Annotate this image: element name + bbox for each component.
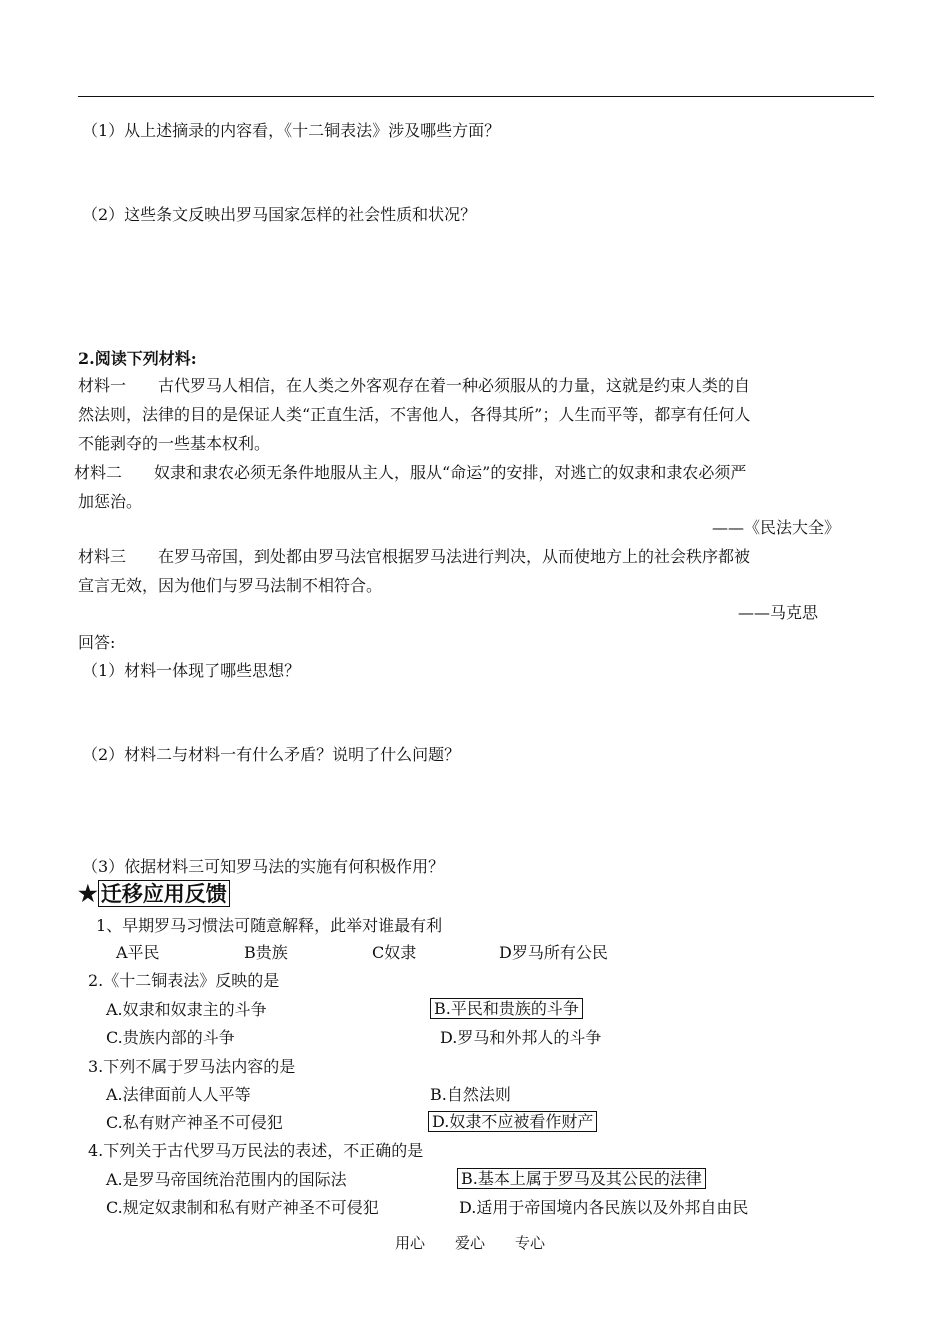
mc-q3-option-d bbox=[428, 1112, 597, 1132]
mc-q4-option-c: C.规定奴隶制和私有财产神圣不可侵犯 bbox=[106, 1198, 379, 1217]
page-footer: 用心 爱心 专心 bbox=[395, 1234, 546, 1252]
material-1-line-2: 然法则，法律的目的是保证人类“正直生活，不害他人，各得其所”；人生而平等，都享有任何人 bbox=[78, 405, 751, 424]
material-3-line-1: 材料三 在罗马帝国，到处都由罗马法官根据罗马法进行判决，从而使地方上的社会秩序都被 bbox=[78, 547, 751, 566]
header-rule bbox=[78, 96, 874, 97]
section-heading bbox=[78, 881, 230, 907]
mc-q1-option-a: A平民 bbox=[116, 943, 160, 962]
sub-question-2: （2）材料二与材料一有什么矛盾？说明了什么问题？ bbox=[82, 745, 461, 764]
mc-q1-option-c: C奴隶 bbox=[372, 943, 417, 962]
q2-title: 2.阅读下列材料: bbox=[78, 349, 197, 368]
mc-q1-option-d: D罗马所有公民 bbox=[499, 943, 608, 962]
q1-part-2: （2）这些条文反映出罗马国家怎样的社会性质和状况？ bbox=[82, 205, 477, 224]
sub-question-1: （1）材料一体现了哪些思想？ bbox=[82, 661, 301, 680]
mc-q1-option-b: B贵族 bbox=[244, 943, 288, 962]
mc-q2-option-c: C.贵族内部的斗争 bbox=[106, 1028, 235, 1047]
mc-question-4: 4.下列关于古代罗马万民法的表述，不正确的是 bbox=[88, 1141, 424, 1160]
material-1-line-1: 材料一 古代罗马人相信，在人类之外客观存在着一种必须服从的力量，这就是约束人类的自 bbox=[78, 376, 751, 395]
star-icon: ★ bbox=[78, 881, 98, 907]
mc-q2-option-a: A.奴隶和奴隶主的斗争 bbox=[106, 1000, 267, 1019]
material-3-source: ——马克思 bbox=[738, 603, 819, 622]
section-title: 迁移应用反馈 bbox=[98, 880, 230, 907]
mc-question-3: 3.下列不属于罗马法内容的是 bbox=[88, 1057, 296, 1076]
mc-q2-option-d: D.罗马和外邦人的斗争 bbox=[440, 1028, 602, 1047]
mc-q2-answer-box: B.平民和贵族的斗争 bbox=[430, 998, 583, 1019]
material-2-source: ——《民法大全》 bbox=[712, 518, 841, 537]
material-1-line-3: 不能剥夺的一些基本权利。 bbox=[78, 434, 271, 453]
material-3-line-2: 宣言无效，因为他们与罗马法制不相符合。 bbox=[78, 576, 383, 595]
mc-question-2: 2.《十二铜表法》反映的是 bbox=[88, 971, 280, 990]
mc-q4-option-b bbox=[457, 1169, 706, 1189]
material-2-line-1: 材料二 奴隶和隶农必须无条件地服从主人，服从“命运”的安排，对逃亡的奴隶和隶农必须严 bbox=[74, 463, 747, 482]
mc-q4-option-d: D.适用于帝国境内各民族以及外邦自由民 bbox=[459, 1198, 749, 1217]
mc-q2-option-b bbox=[430, 999, 583, 1019]
mc-q4-option-a: A.是罗马帝国统治范围内的国际法 bbox=[106, 1170, 347, 1189]
q1-part-1: （1）从上述摘录的内容看，《十二铜表法》涉及哪些方面？ bbox=[82, 121, 501, 140]
mc-q3-option-b: B.自然法则 bbox=[430, 1085, 511, 1104]
mc-q3-answer-box: D.奴隶不应被看作财产 bbox=[428, 1111, 597, 1132]
mc-q4-answer-box: B.基本上属于罗马及其公民的法律 bbox=[457, 1168, 706, 1189]
material-2-line-2: 加惩治。 bbox=[78, 492, 143, 511]
sub-question-3: （3）依据材料三可知罗马法的实施有何积极作用？ bbox=[82, 857, 445, 876]
mc-q3-option-a: A.法律面前人人平等 bbox=[106, 1085, 251, 1104]
mc-question-1: 1、早期罗马习惯法可随意解释，此举对谁最有利 bbox=[96, 916, 443, 935]
answer-label: 回答: bbox=[78, 633, 116, 652]
mc-q3-option-c: C.私有财产神圣不可侵犯 bbox=[106, 1113, 283, 1132]
